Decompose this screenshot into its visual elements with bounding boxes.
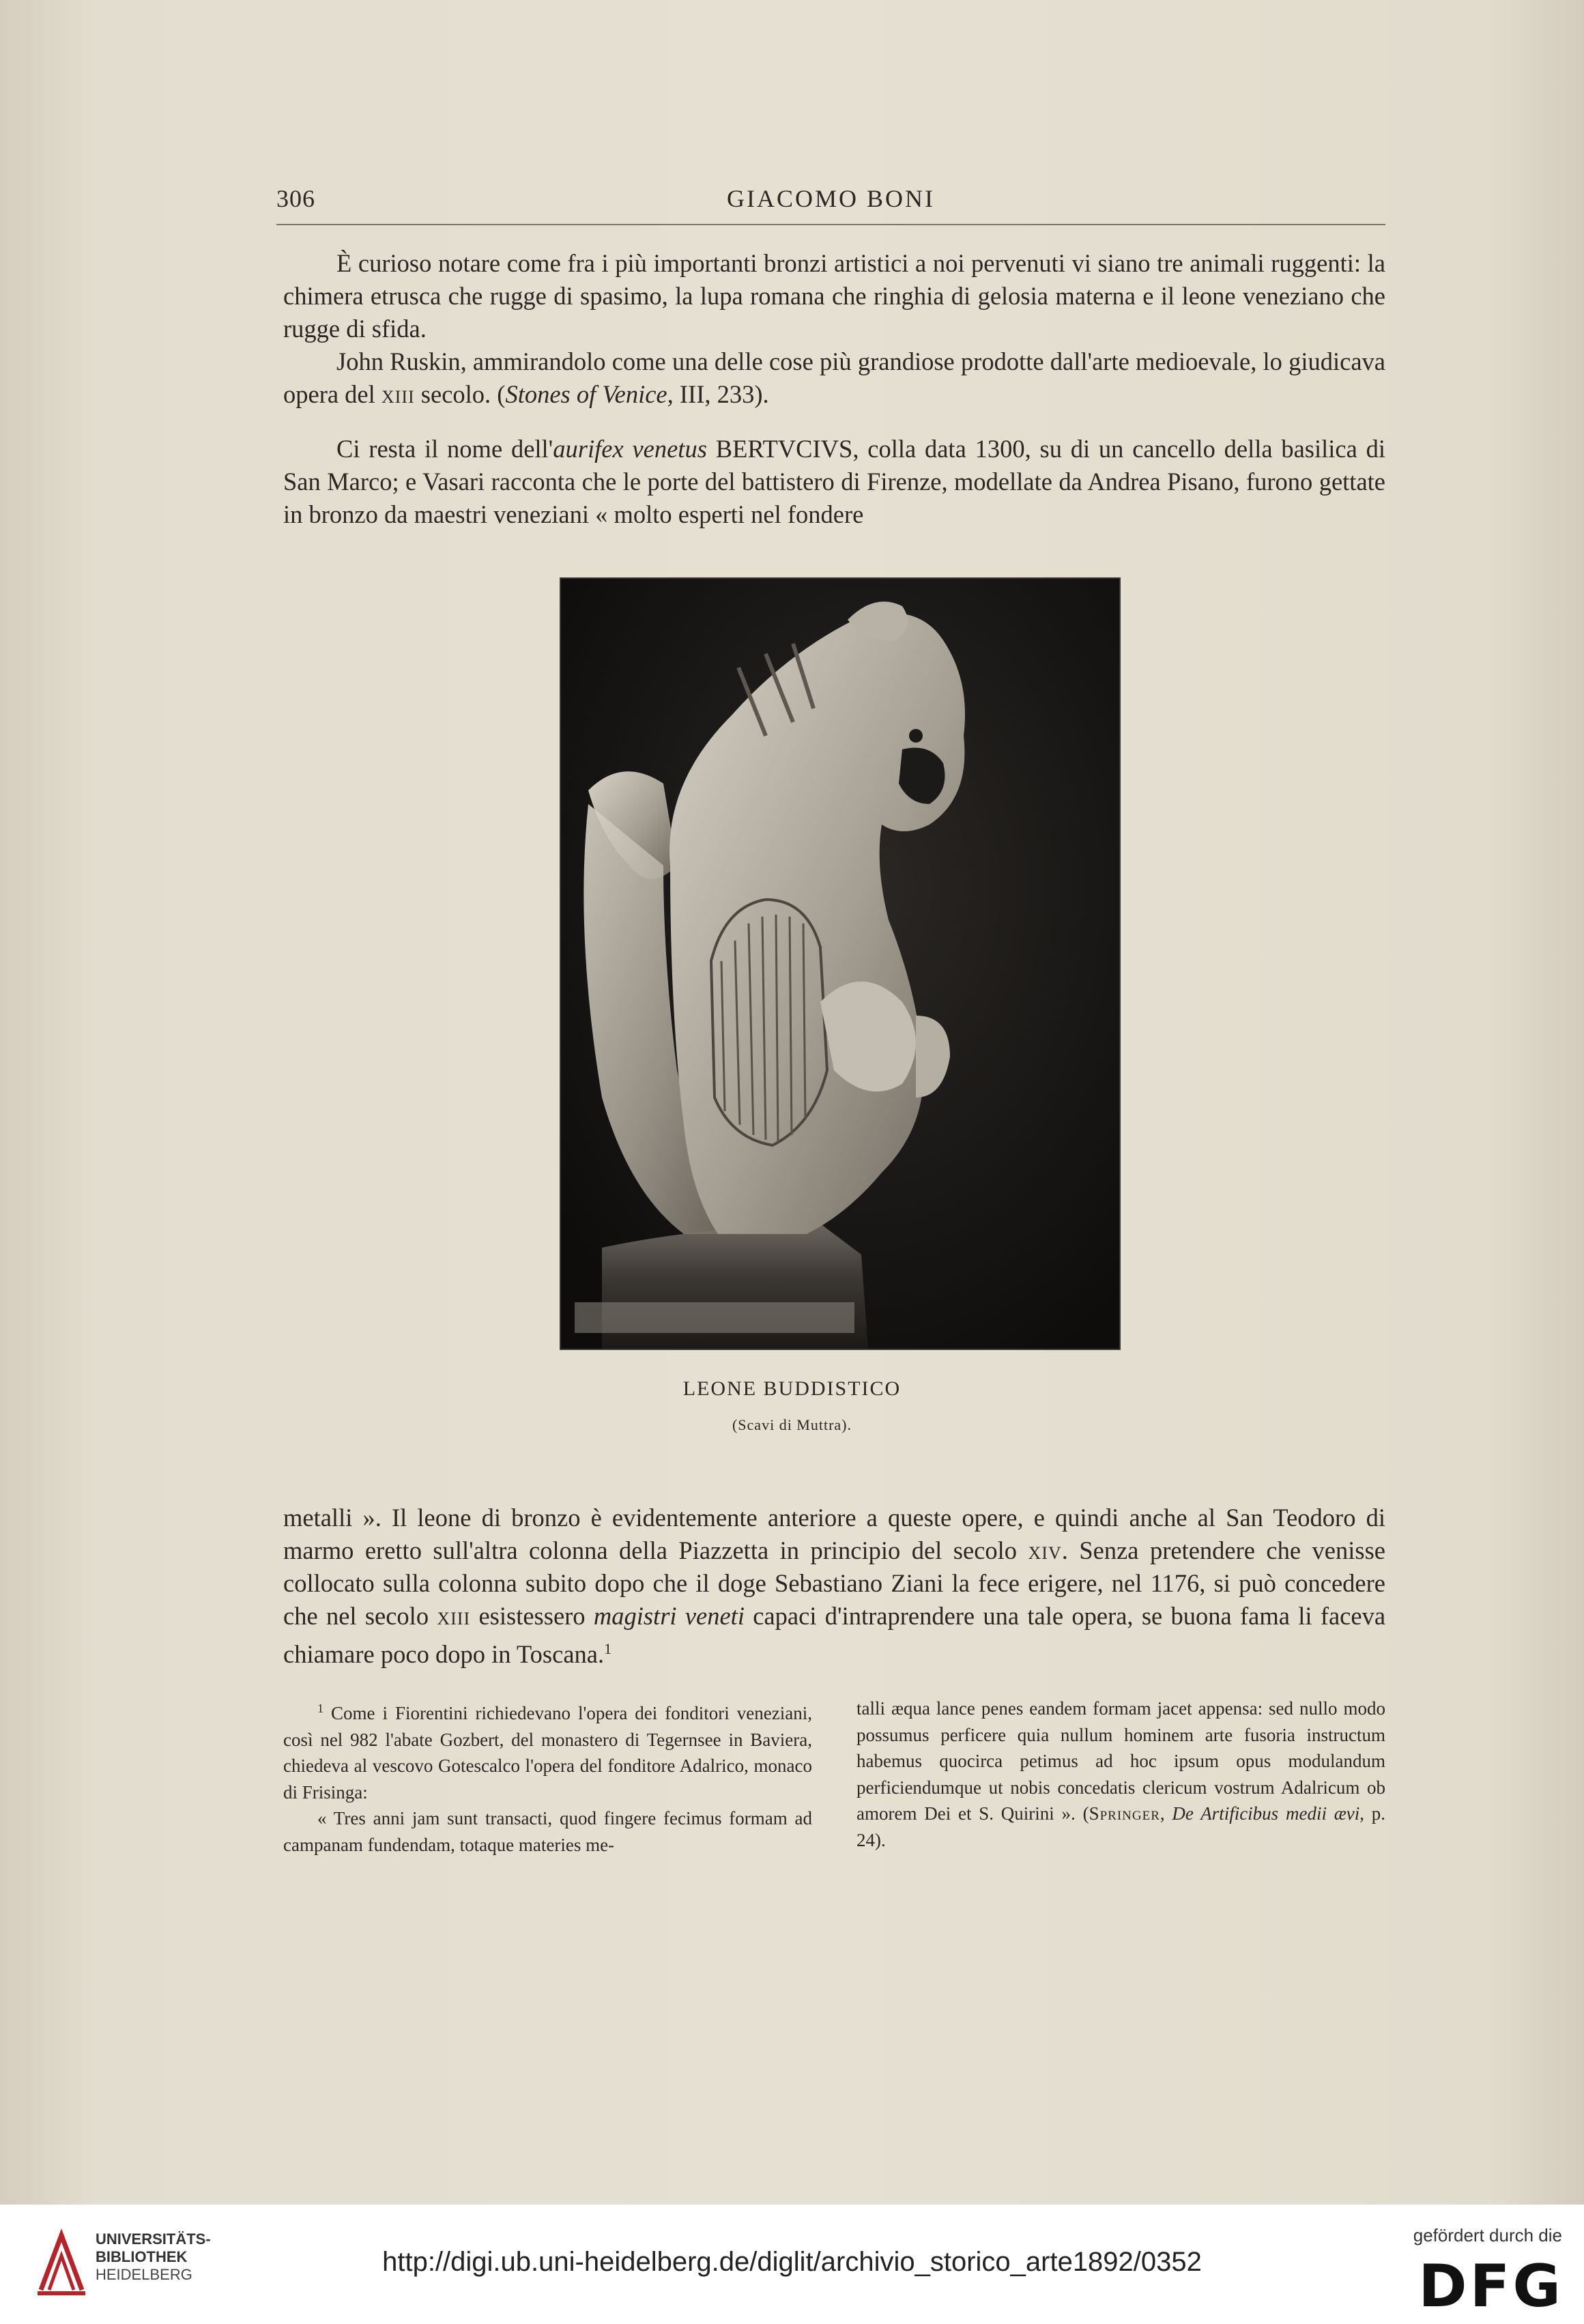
footnote-1-quote: « Tres anni jam sunt transacti, quod fingere fecimus formam ad campanam fundendam, totaque materies me-: [283, 1808, 812, 1855]
paragraph-3: Ci resta il nome dell'aurifex venetus BERTVCIVS, colla data 1300, su di un cancello della basilica di San Marco; e Vasari racconta che le porte del battistero di Firenze, modellate da Andrea Pisano, furono gettate in bronzo da maestri veneziani « molto esperti nel fondere: [283, 435, 1386, 528]
footnote-column-left: [283, 1695, 812, 1858]
library-name: UNIVERSITÄTS- BIBLIOTHEK HEIDELBERG: [96, 2230, 211, 2283]
paragraph-4: metalli ». Il leone di bronzo è evidentemente anteriore a queste opere, e quindi anche al San Teodoro di marmo eretto sull'altra colonna della Piazzetta in principio del secolo xiv. Senza pretendere che venisse collocato sulla colonna subito dopo che il doge Sebastiano Ziani la fece erigere, nel 1176, si può concedere che nel secolo xiii esistessero magistri veneti capaci d'intraprendere una tale opera, se buona fama li faceva chiamare poco dopo in Toscana.$^1$: [283, 1504, 1386, 1669]
footnote-ref: 1: [604, 1640, 612, 1657]
page-number: 306: [276, 185, 315, 212]
figure-subcaption: (Scavi di Muttra).: [732, 1416, 852, 1433]
digitization-footer: [0, 2205, 1584, 2324]
dfg-logo: DFG: [1418, 2252, 1564, 2321]
funding-label: gefördert durch die: [1413, 2225, 1562, 2246]
paragraph-1: È curioso notare come fra i più importanti bronzi artistici a noi pervenuti vi siano tre animali ruggenti: la chimera etrusca che rugge di spasimo, la lupa romana che ringhia di gelosia materna e il leone veneziano che rugge di sfida.: [283, 249, 1385, 343]
footnote-1-continued: talli æqua lance penes eandem formam jacet appensa: sed nullo modo possumus perficere quia nullum hominem arte fusoria instructum habemus quocirca petimus ad hoc ipsum opus modulandum perficiendumque ut nobis concedatis clericum vostrum Adalricum ob amorem Dei et S. Quirini ». (Springer, De Artificibus medii ævi, p. 24).: [856, 1698, 1385, 1850]
header-rule: [276, 224, 1385, 225]
paragraph-2: John Ruskin, ammirandolo come una delle cose più grandiose prodotte dall'arte medioevale, lo giudicava opera del xiii secolo. (Stones of Venice, III, 233).: [283, 347, 1385, 408]
footnote-column-right: [856, 1695, 1385, 1853]
running-title: GIACOMO BONI: [727, 185, 935, 212]
figure-caption: LEONE BUDDISTICO: [682, 1377, 902, 1400]
lion-sculpture-image: [561, 579, 1119, 1349]
footnote-1: $^1$ Come i Fiorentini richiedevano l'opera dei fonditori veneziani, così nel 982 l'abate Gozbert, del monastero di Tegernsee in Baviera, chiedeva al vescovo Gotescalco l'opera del fonditore Adalrico, monaco di Frisinga:: [283, 1702, 812, 1803]
running-header: [276, 184, 1385, 218]
body-text-top: [283, 247, 1385, 531]
body-text-bottom: [283, 1502, 1385, 1671]
lion-photograph: [561, 579, 1119, 1349]
permalink-url[interactable]: http://digi.ub.uni-heidelberg.de/diglit/archivio_storico_arte1892/0352: [382, 2247, 1202, 2277]
